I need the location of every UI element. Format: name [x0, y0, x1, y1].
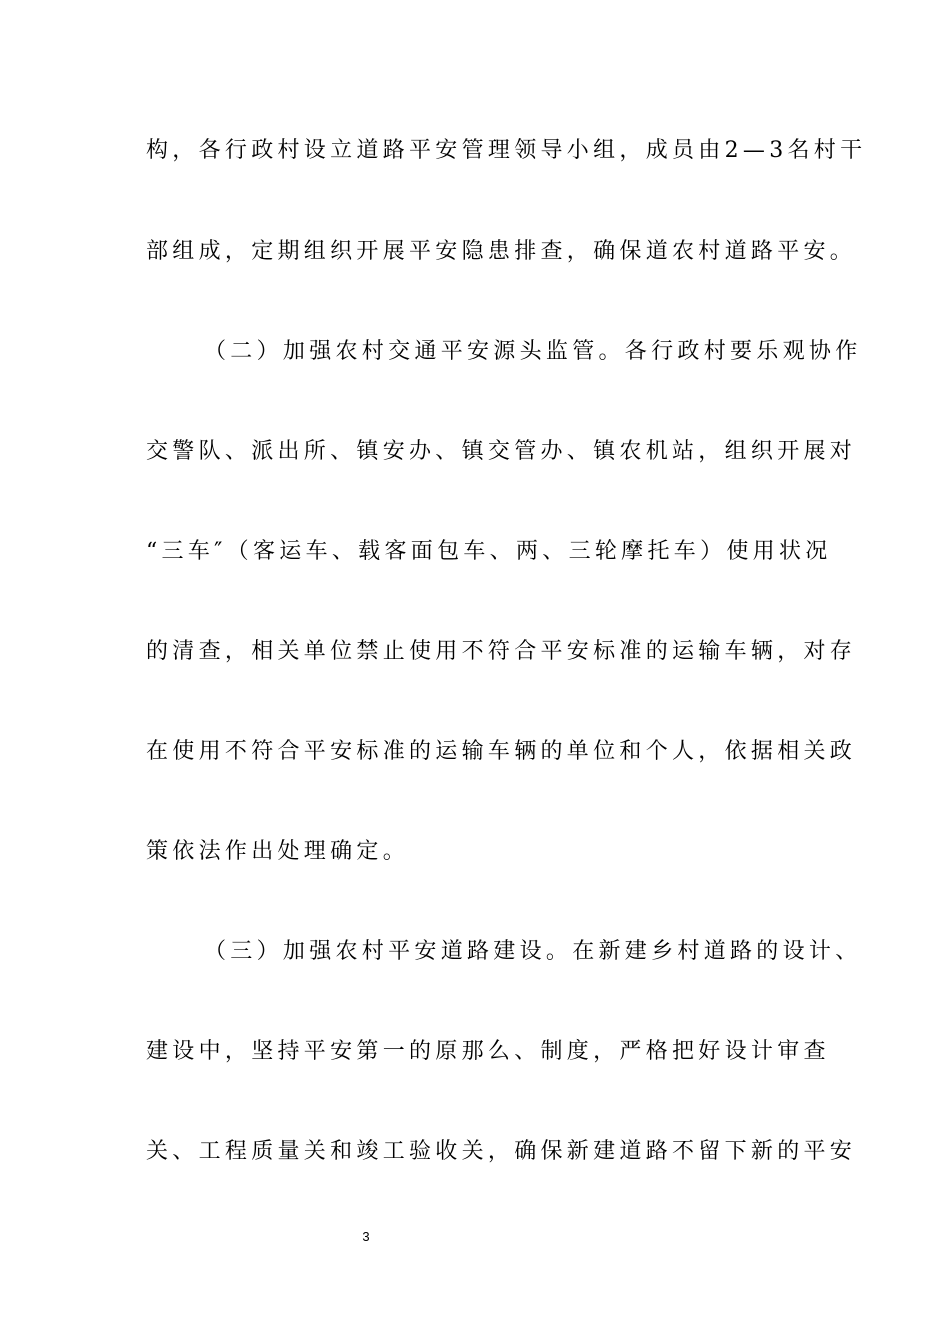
text-line-5: “三车″（客运车、载客面包车、两、三轮摩托车）使用状况 [146, 539, 832, 564]
text-line-1: 构，各行政村设立道路平安管理领导小组，成员由2—3名村干 [146, 138, 867, 163]
page-number: 3 [362, 1229, 370, 1244]
text-line-7: 在使用不符合平安标准的运输车辆的单位和个人，依据相关政 [146, 739, 857, 764]
text-line-6: 的清查，相关单位禁止使用不符合平安标准的运输车辆，对存 [146, 639, 857, 664]
text-line-4: 交警队、派出所、镇安办、镇交管办、镇农机站，组织开展对 [146, 439, 857, 464]
paragraph-2-heading-line: （二）加强农村交通平安源头监管。各行政村要乐观协作 [204, 339, 862, 364]
paragraph-3-heading-line: （三）加强农村平安道路建设。在新建乡村道路的设计、 [204, 939, 862, 964]
text-line-8: 策依法作出处理确定。 [146, 839, 410, 864]
text-line-11: 关、工程质量关和竣工验收关，确保新建道路不留下新的平安 [146, 1139, 857, 1164]
text-line-2: 部组成，定期组织开展平安隐患排查，确保道农村道路平安。 [146, 239, 857, 264]
text-line-10: 建设中，坚持平安第一的原那么、制度，严格把好设计审查 [146, 1039, 830, 1064]
